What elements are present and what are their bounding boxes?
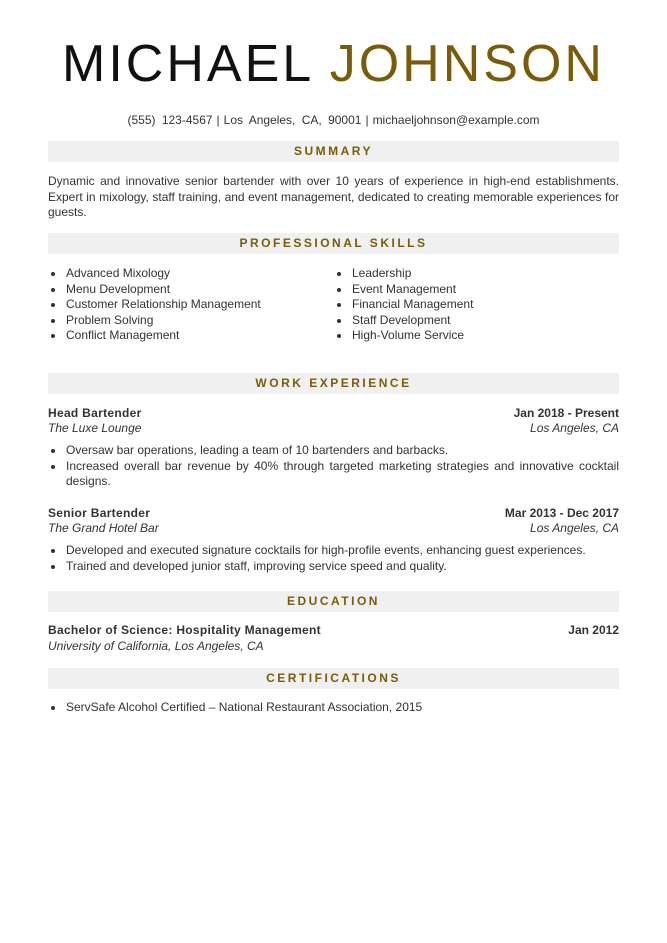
skills-heading: PROFESSIONAL SKILLS [48, 233, 619, 254]
job-title: Head Bartender [48, 406, 142, 420]
skills-left-column [48, 266, 328, 344]
list-item: Problem Solving [48, 313, 328, 329]
last-name: JOHNSON [329, 35, 605, 93]
email: michaeljohnson@example.com [372, 113, 540, 127]
contact-line [48, 112, 619, 128]
job-company: The Luxe Lounge [48, 421, 142, 435]
bullet-dot [337, 272, 341, 276]
bullet-dot [51, 288, 55, 292]
school: University of California, Los Angeles, CA [48, 639, 264, 653]
list-item: Event Management [334, 282, 619, 298]
list-item: Leadership [334, 266, 619, 282]
job-title: Senior Bartender [48, 506, 151, 520]
degree: Bachelor of Science: Hospitality Management [48, 623, 321, 637]
summary-text: Dynamic and innovative senior bartender with over 10 years of experience in high-end establishments. Expert in mixology, staff training, and event management, dedicated to creating memorable experiences for guests. [48, 174, 619, 219]
list-item: Oversaw bar operations, leading a team of 10 bartenders and barbacks. [48, 443, 619, 459]
education-heading: EDUCATION [48, 591, 619, 612]
list-item: Menu Development [48, 282, 328, 298]
candidate-name [48, 34, 619, 94]
summary-heading: SUMMARY [48, 141, 619, 162]
experience-heading: WORK EXPERIENCE [48, 373, 619, 394]
education-date: Jan 2012 [568, 623, 619, 637]
bullet-dot [337, 319, 341, 323]
bullet-dot [51, 549, 55, 553]
bullet-dot [51, 303, 55, 307]
bullet-dot [337, 288, 341, 292]
contact-separator: | [365, 113, 369, 127]
skills-right-column [334, 266, 619, 344]
list-item: Staff Development [334, 313, 619, 329]
bullet-dot [51, 334, 55, 338]
phone: (555) 123-4567 [127, 113, 213, 127]
list-item: Customer Relationship Management [48, 297, 328, 313]
job-dates: Jan 2018 - Present [513, 406, 619, 420]
job-bullets [48, 543, 619, 574]
list-item: High-Volume Service [334, 328, 619, 344]
list-item: Conflict Management [48, 328, 328, 344]
job-bullets [48, 443, 619, 490]
bullet-dot [337, 334, 341, 338]
list-item: Increased overall bar revenue by 40% through targeted marketing strategies and innovative cocktail designs. [48, 459, 619, 490]
bullet-dot [51, 706, 55, 710]
certifications-heading: CERTIFICATIONS [48, 668, 619, 689]
skills-right-list [334, 266, 619, 344]
job-dates: Mar 2013 - Dec 2017 [504, 506, 619, 520]
skills-left-list [48, 266, 328, 344]
certifications-list [48, 700, 619, 716]
list-item: Financial Management [334, 297, 619, 313]
list-item: Developed and executed signature cocktails for high-profile events, enhancing guest experiences. [48, 543, 619, 559]
job-location: Los Angeles, CA [530, 421, 619, 435]
bullet-dot [51, 319, 55, 323]
bullet-dot [51, 449, 55, 453]
list-item: Trained and developed junior staff, improving service speed and quality. [48, 559, 619, 575]
contact-separator: | [216, 113, 220, 127]
bullet-dot [51, 465, 55, 469]
list-item: ServSafe Alcohol Certified – National Restaurant Association, 2015 [48, 700, 619, 716]
bullet-dot [337, 303, 341, 307]
bullet-dot [51, 565, 55, 569]
bullet-dot [51, 272, 55, 276]
first-name: MICHAEL [62, 35, 313, 93]
job-location: Los Angeles, CA [530, 521, 619, 535]
job-company: The Grand Hotel Bar [48, 521, 159, 535]
list-item: Advanced Mixology [48, 266, 328, 282]
location: Los Angeles, CA, 90001 [223, 113, 362, 127]
